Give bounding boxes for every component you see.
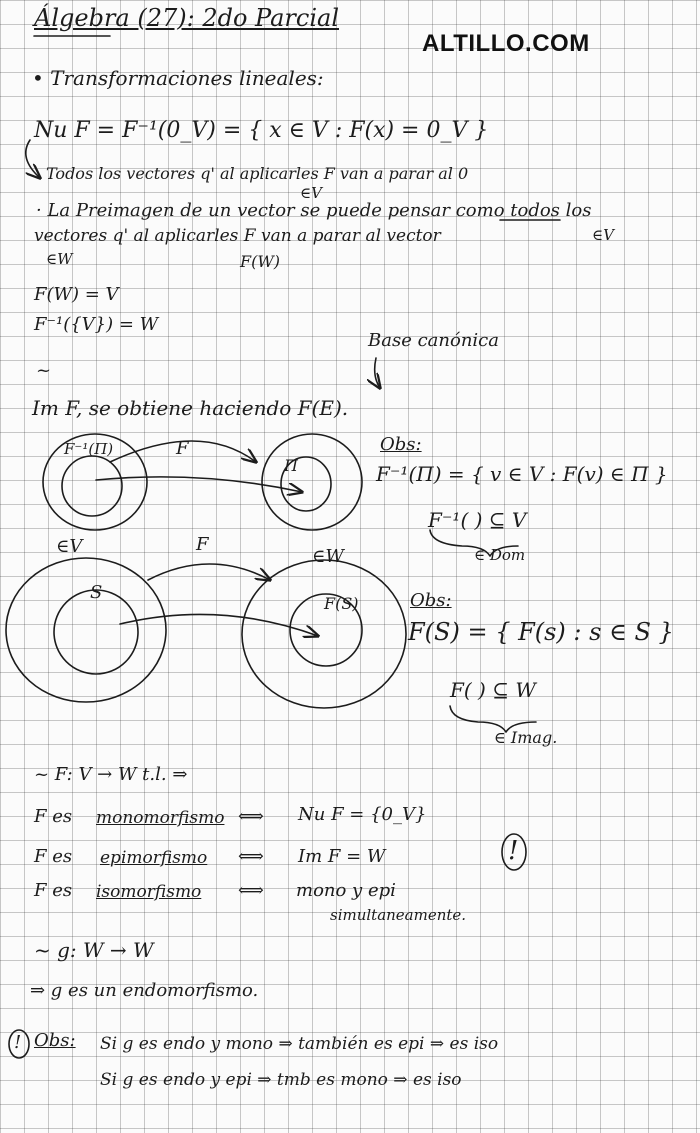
set-w-outer-circle	[242, 560, 406, 708]
watermark-logo: ALTILLO.COM	[422, 30, 590, 57]
mapping-arrow-1	[110, 441, 256, 462]
morphisms-intro: ~ F: V → W t.l. ⇒	[34, 764, 188, 785]
preimage-tag-v: ∈V	[300, 184, 322, 202]
diagram2-arrow-label: F	[196, 534, 209, 555]
row2-kind: epimorfismo	[100, 848, 208, 868]
emphasis-circle	[502, 834, 526, 870]
diagram2-inner-right: F(S)	[324, 594, 359, 613]
preimage-inner-circle	[62, 456, 122, 516]
preimage-eq-2: F⁻¹({V}) = W	[34, 314, 159, 335]
preimage-tag-w: ∈W	[46, 250, 73, 268]
kernel-note: Todos los vectores q' al aplicarles F van a parar al 0	[46, 164, 469, 183]
kernel-bracket-icon	[26, 140, 40, 178]
section-title: • Transformaciones lineales:	[32, 66, 324, 90]
preimage-tag-vector: ∈V	[592, 226, 614, 244]
diagram2-formula: F(S) = { F(s) : s ∈ S }	[408, 618, 674, 646]
set-v-outer-circle	[6, 558, 166, 702]
image-definition: Im F, se obtiene haciendo F(E).	[32, 396, 349, 420]
brace-imag	[450, 706, 536, 732]
row3-iff: ⟺	[238, 880, 264, 901]
preimage-tag-fw: F(W)	[240, 252, 281, 271]
final-obs-line-2: Si g es endo y epi ⇒ tmb es mono ⇒ es iso	[100, 1070, 462, 1090]
final-obs-line-1: Si g es endo y mono ⇒ también es epi ⇒ es iso	[100, 1034, 499, 1054]
endo-intro: ~ g: W → W	[34, 938, 154, 962]
preimage-line-1: · La Preimagen de un vector se puede pensar como todos los	[36, 200, 592, 221]
preimage-eq-1: F(W) = V	[34, 284, 119, 305]
kernel-definition: Nu F = F⁻¹(0_V) = { x ∈ V : F(x) = 0_V }	[34, 118, 489, 143]
row2-iff: ⟺	[238, 846, 264, 867]
diagram2-left-label: ∈V	[56, 536, 83, 557]
diagram1-formula: F⁻¹(Π) = { v ∈ V : F(v) ∈ Π }	[376, 462, 668, 486]
diagram1-obs: Obs:	[380, 434, 422, 455]
simultaneamente-note: simultaneamente.	[330, 906, 467, 924]
diagram2-sub: F( ) ⊆ W	[450, 678, 536, 702]
set-s-inner-circle	[54, 590, 138, 674]
plane-inner-circle	[281, 457, 331, 511]
element-arrow-2	[120, 614, 318, 636]
diagram1-right-label: Π	[284, 456, 298, 475]
page-title: Álgebra (27): 2do Parcial	[34, 4, 339, 32]
diagram1-brace-note: ∈ Dom	[474, 546, 526, 564]
element-arrow-1	[96, 477, 302, 492]
row1-right: Nu F = {0_V}	[298, 804, 427, 825]
mapping-arrow-2	[148, 564, 270, 580]
endo-line: ⇒ g es un endomorfismo.	[30, 980, 259, 1001]
row1-kind: monomorfismo	[96, 808, 225, 828]
row1-iff: ⟺	[238, 806, 264, 827]
base-canonica-label: Base canónica	[368, 330, 499, 351]
diagram2-inner-left: S	[90, 582, 103, 603]
diagram1-left-label: F⁻¹(Π)	[64, 440, 114, 458]
final-obs-circle	[9, 1030, 29, 1058]
final-obs-marker: !	[14, 1032, 22, 1053]
row2-left: F es	[34, 846, 73, 867]
diagram2-brace-note: ∈ Imag.	[494, 728, 558, 747]
brace-dom	[430, 530, 518, 556]
row3-left: F es	[34, 880, 73, 901]
diagram2-obs: Obs:	[410, 590, 452, 611]
row1-left: F es	[34, 806, 73, 827]
final-obs-label: Obs:	[34, 1030, 76, 1051]
codomain-outer-circle	[262, 434, 362, 530]
row3-kind: isomorfismo	[96, 882, 202, 902]
row3-right: mono y epi	[296, 880, 396, 901]
base-pointer-icon	[375, 358, 380, 388]
diagram1-arrow-label: F	[176, 438, 189, 459]
tilde-mark: ~	[36, 360, 52, 381]
diagram2-right-label: ∈W	[312, 546, 344, 567]
emphasis-mark: !	[508, 836, 519, 866]
row2-right: Im F = W	[298, 846, 386, 867]
diagram1-sub: F⁻¹( ) ⊆ V	[428, 508, 527, 532]
preimage-line-2: vectores q' al aplicarles F van a parar al vector	[34, 226, 441, 246]
